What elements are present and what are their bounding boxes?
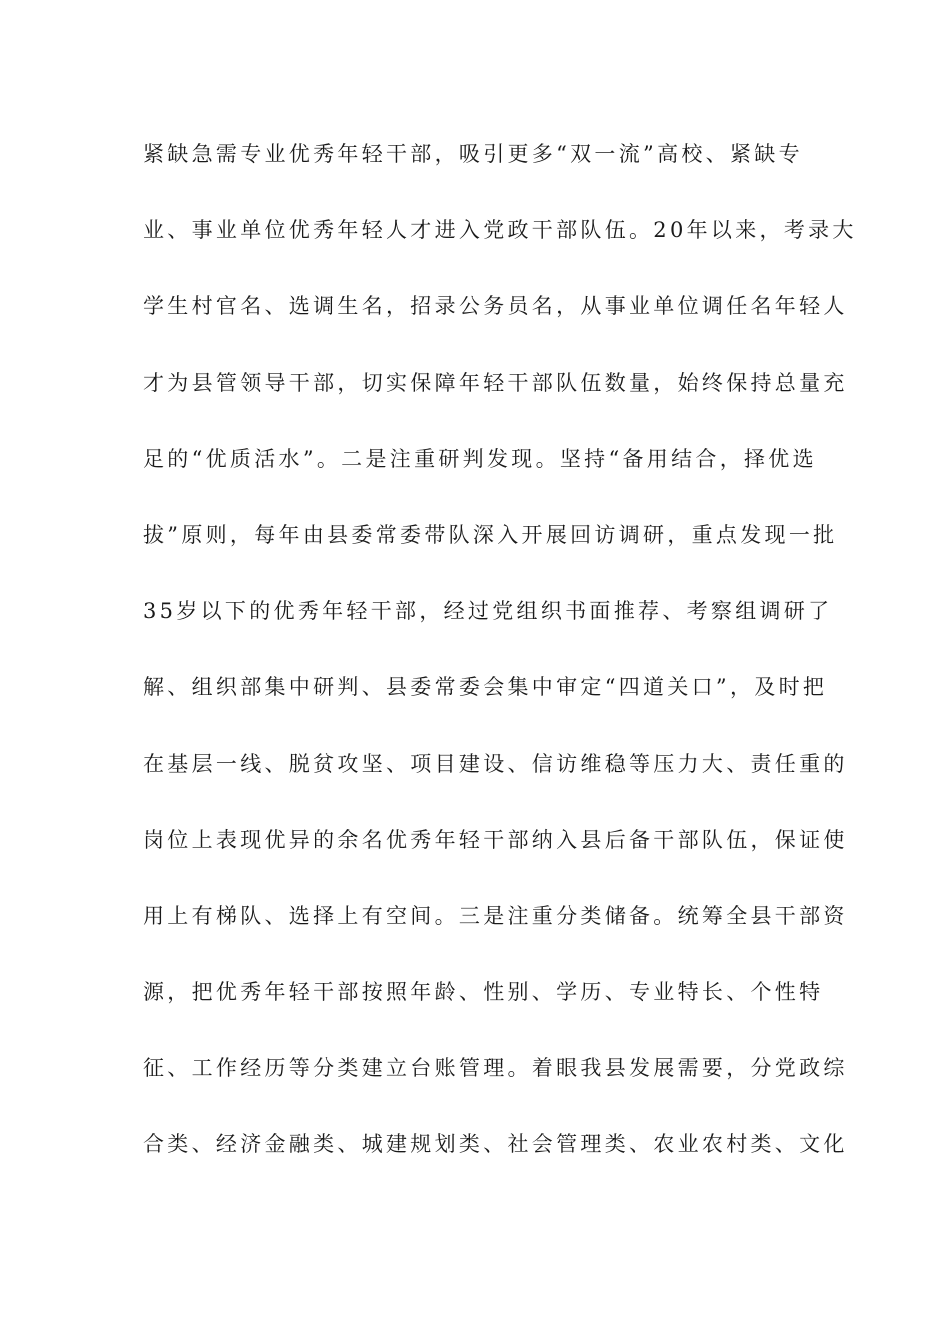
text-line: 业、事业单位优秀年轻人才进入党政干部队伍。20年以来，考录大 (143, 218, 857, 243)
text-line: 解、组织部集中研判、县委常委会集中审定“四道关口”，及时把 (143, 675, 828, 700)
text-line: 才为县管领导干部，切实保障年轻干部队伍数量，始终保持总量充 (143, 370, 848, 395)
text-line: 紧缺急需专业优秀年轻干部，吸引更多“双一流”高校、紧缺专 (143, 142, 803, 166)
text-line: 学生村官名、选调生名，招录公务员名，从事业单位调任名年轻人 (143, 294, 848, 319)
text-line: 征、工作经历等分类建立台账管理。着眼我县发展需要，分党政综 (143, 1056, 848, 1081)
text-line: 足的“优质活水”。二是注重研判发现。坚持“备用结合，择优选 (143, 446, 817, 471)
text-line: 源，把优秀年轻干部按照年龄、性别、学历、专业特长、个性特 (143, 980, 824, 1005)
text-line: 在基层一线、脱贫攻坚、项目建设、信访维稳等压力大、责任重的 (143, 751, 848, 776)
text-line: 拔”原则，每年由县委常委带队深入开展回访调研，重点发现一批 (143, 522, 838, 547)
text-line: 岗位上表现优异的余名优秀年轻干部纳入县后备干部队伍，保证使 (143, 827, 848, 852)
body-text (143, 129, 857, 1196)
text-line: 合类、经济金融类、城建规划类、社会管理类、农业农村类、文化 (143, 1132, 848, 1157)
text-line: 35岁以下的优秀年轻干部，经过党组织书面推荐、考察组调研了 (143, 599, 833, 624)
text-line: 用上有梯队、选择上有空间。三是注重分类储备。统筹全县干部资 (143, 903, 848, 928)
